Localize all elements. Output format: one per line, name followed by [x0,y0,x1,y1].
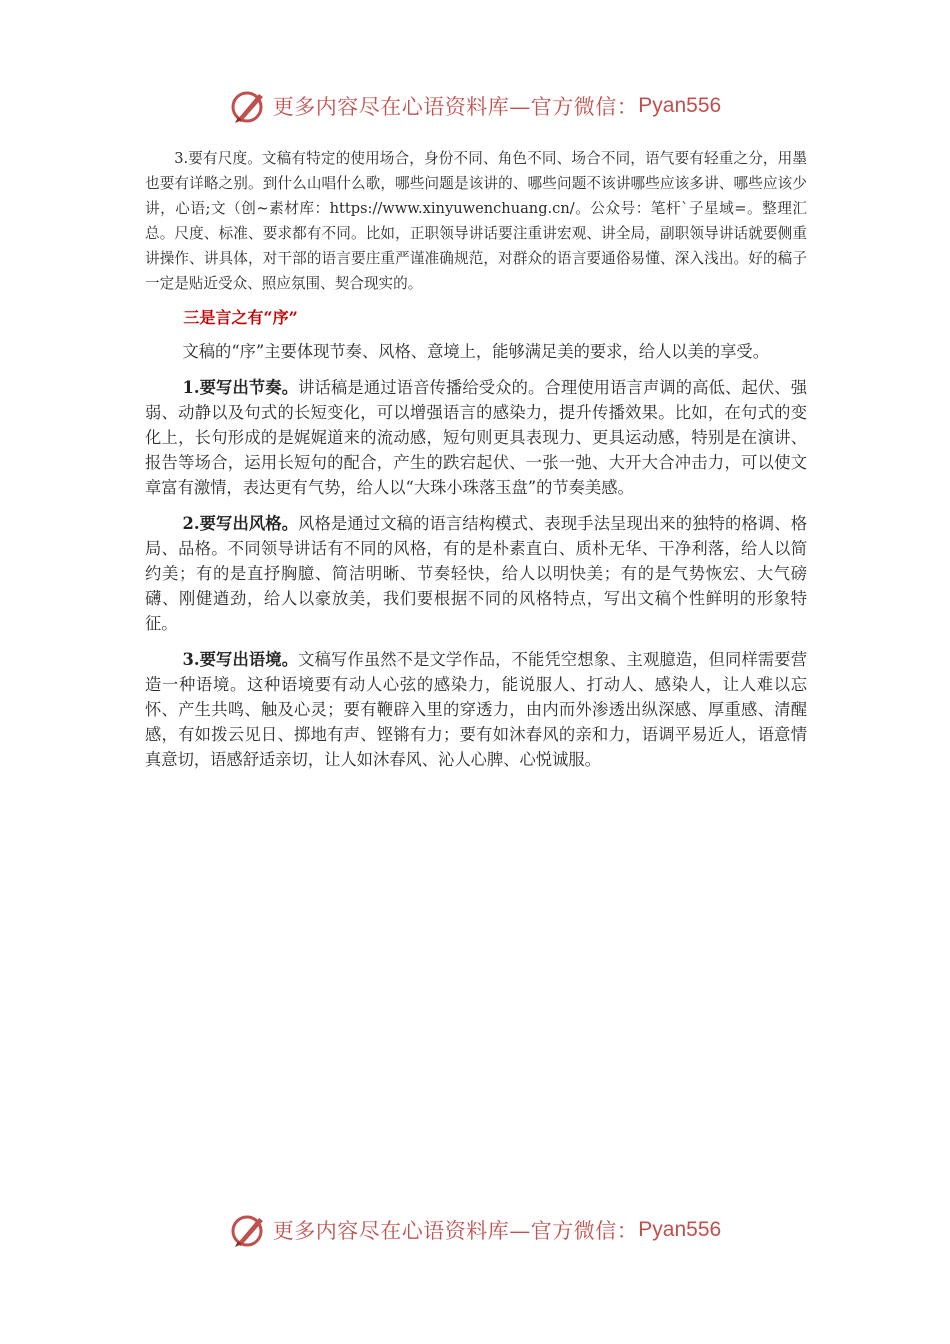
paragraph-style-text: 风格是通过文稿的语言结构模式、表现手法呈现出来的独特的格调、格局、品格。不同领导讲话有不同的风格，有的是朴素直白、质朴无华、干净利落，给人以简约美；有的是直抒胸臆、简洁明晰、节奏轻快，给人以明快美；有的是气势恢宏、大气磅礴、刚健遒劲，给人以豪放美，我们要根据不同的风格特点，写出文稿个性鲜明的形象特征。 [145,514,807,633]
document-body [145,146,807,783]
section-heading: 三是言之有“序” [183,308,298,327]
paragraph-scale: 3.要有尺度。文稿有特定的使用场合，身份不同、角色不同、场合不同，语气要有轻重之分，用墨也要有详略之别。到什么山唱什么歌，哪些问题是该讲的、哪些问题不该讲哪些应该多讲、哪些应该少讲，心语;文（创~素材库：https://www.xinyuwenchuang.cn/。公众号：笔杆`子星域=。整理汇总。尺度、标准、要求都有不同。比如，正职领导讲话要注重讲宏观、讲全局，副职领导讲话就要侧重讲操作、讲具体，对干部的语言要庄重严谨准确规范，对群众的语言要通俗易懂、深入浅出。好的稿子一定是贴近受众、照应氛围、契合现实的。 [145,150,807,292]
page-header-banner [0,82,950,130]
section-intro: 文稿的“序”主要体现节奏、风格、意境上，能够满足美的要求，给人以美的享受。 [182,342,769,361]
page-footer-banner [0,1206,950,1254]
header-wechat-id: Pyan556 [638,94,722,117]
footer-text: 更多内容尽在心语资料库—官方微信： [272,1219,639,1243]
paragraph-context [145,647,807,772]
paragraph-rhythm-title: 1.要写出节奏。 [182,378,299,397]
pen-circle-logo-icon [229,1210,269,1250]
footer-wechat-id: Pyan556 [638,1218,722,1241]
paragraph-style-title: 2.要写出风格。 [182,514,299,533]
header-text: 更多内容尽在心语资料库—官方微信： [272,95,639,119]
paragraph-rhythm [145,375,807,500]
paragraph-context-title: 3.要写出语境。 [182,650,299,669]
paragraph-rhythm-text: 讲话稿是通过语音传播给受众的。合理使用语言声调的高低、起伏、强弱、动静以及句式的长短变化，可以增强语言的感染力，提升传播效果。比如，在句式的变化上，长句形成的是娓娓道来的流动感，短句则更具表现力、更具运动感，特别是在演讲、报告等场合，运用长短句的配合，产生的跌宕起伏、一张一弛、大开大合冲击力，可以使文章富有激情，表达更有气势，给人以“大珠小珠落玉盘”的节奏美感。 [145,378,807,497]
pen-circle-logo-icon [229,86,269,126]
paragraph-style [145,511,807,636]
paragraph-context-text: 文稿写作虽然不是文学作品，不能凭空想象、主观臆造，但同样需要营造一种语境。这种语境要有动人心弦的感染力，能说服人、打动人、感染人，让人难以忘怀、产生共鸣、触及心灵；要有鞭辟入里的穿透力，由内而外渗透出纵深感、厚重感、清醒感，有如拨云见日、掷地有声、铿锵有力；要有如沐春风的亲和力，语调平易近人，语意情真意切，语感舒适亲切，让人如沐春风、沁人心脾、心悦诚服。 [145,650,807,769]
